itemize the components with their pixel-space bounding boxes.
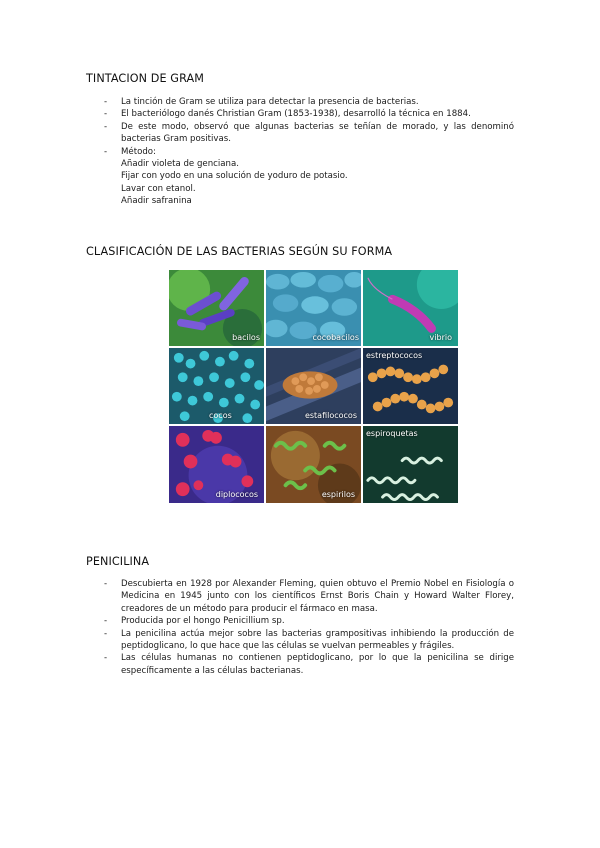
method-label: - Método: bbox=[121, 146, 156, 157]
section-title-clasificacion: CLASIFICACIÓN DE LAS BACTERIAS SEGÚN SU FORMA bbox=[86, 245, 393, 258]
list-item-method bbox=[104, 146, 514, 208]
method-step: Añadir violeta de genciana. bbox=[121, 159, 239, 170]
estafilococos-image bbox=[265, 347, 362, 425]
list-item: - La penicilina actúa mejor sobre las bacterias grampositivas inhibiendo la producción de peptidoglicano, lo que hace que las células se vuelvan permeables y frágiles. bbox=[104, 628, 514, 653]
vibrio-image bbox=[362, 269, 459, 347]
section-title-gram: TINTACION DE GRAM bbox=[86, 72, 204, 85]
label-espirilos: espirilos bbox=[321, 490, 355, 499]
label-vibrio: vibrio bbox=[429, 333, 452, 342]
label-diplococos: diplococos bbox=[215, 490, 258, 499]
method-step: Fijar con yodo en una solución de yoduro de potasio. bbox=[121, 171, 348, 182]
list-item: - Descubierta en 1928 por Alexander Fleming, quien obtuvo el Premio Nobel en Fisiología o Medicina en 1945 junto con los científicos Ernst Boris Chain y Howard Walter Florey, creadores de un método para producir el fármaco en masa. bbox=[104, 578, 514, 615]
label-bacilos: bacilos bbox=[232, 333, 260, 342]
list-item: - La tinción de Gram se utiliza para detectar la presencia de bacterias. bbox=[104, 96, 514, 108]
bacilos-image bbox=[168, 269, 265, 347]
gram-list bbox=[104, 96, 514, 208]
method-step: Lavar con etanol. bbox=[121, 183, 196, 194]
label-cocos: cocos bbox=[209, 411, 232, 420]
list-item: - El bacteriólogo danés Christian Gram (1853-1938), desarrolló la técnica en 1884. bbox=[104, 108, 514, 120]
list-item: - De este modo, observó que algunas bacterias se teñían de morado, y las denominó bacterias Gram positivas. bbox=[104, 121, 514, 146]
espiroquetas-image bbox=[362, 425, 459, 504]
estreptococos-image bbox=[362, 347, 459, 425]
section-title-penicilina: PENICILINA bbox=[86, 555, 150, 568]
label-estafilococos: estafilococos bbox=[304, 411, 357, 420]
bacteria-shapes-image bbox=[168, 269, 459, 504]
list-item: - Las células humanas no contienen peptidoglicano, por lo que la penicilina se dirige específicamente a las células bacterianas. bbox=[104, 652, 514, 677]
list-item: - Producida por el hongo Penicillium sp. bbox=[104, 615, 514, 627]
cocobacilos-image bbox=[265, 269, 362, 347]
espirilos-image bbox=[265, 425, 362, 504]
label-espiroquetas: espiroquetas bbox=[366, 429, 418, 438]
cocos-image bbox=[168, 347, 265, 425]
method-step: Añadir safranina bbox=[121, 196, 192, 207]
diplococos-image bbox=[168, 425, 265, 504]
penicilina-list bbox=[104, 578, 514, 677]
label-cocobacilos: cocobacilos bbox=[312, 333, 359, 342]
label-estreptococos: estreptococos bbox=[366, 351, 423, 360]
